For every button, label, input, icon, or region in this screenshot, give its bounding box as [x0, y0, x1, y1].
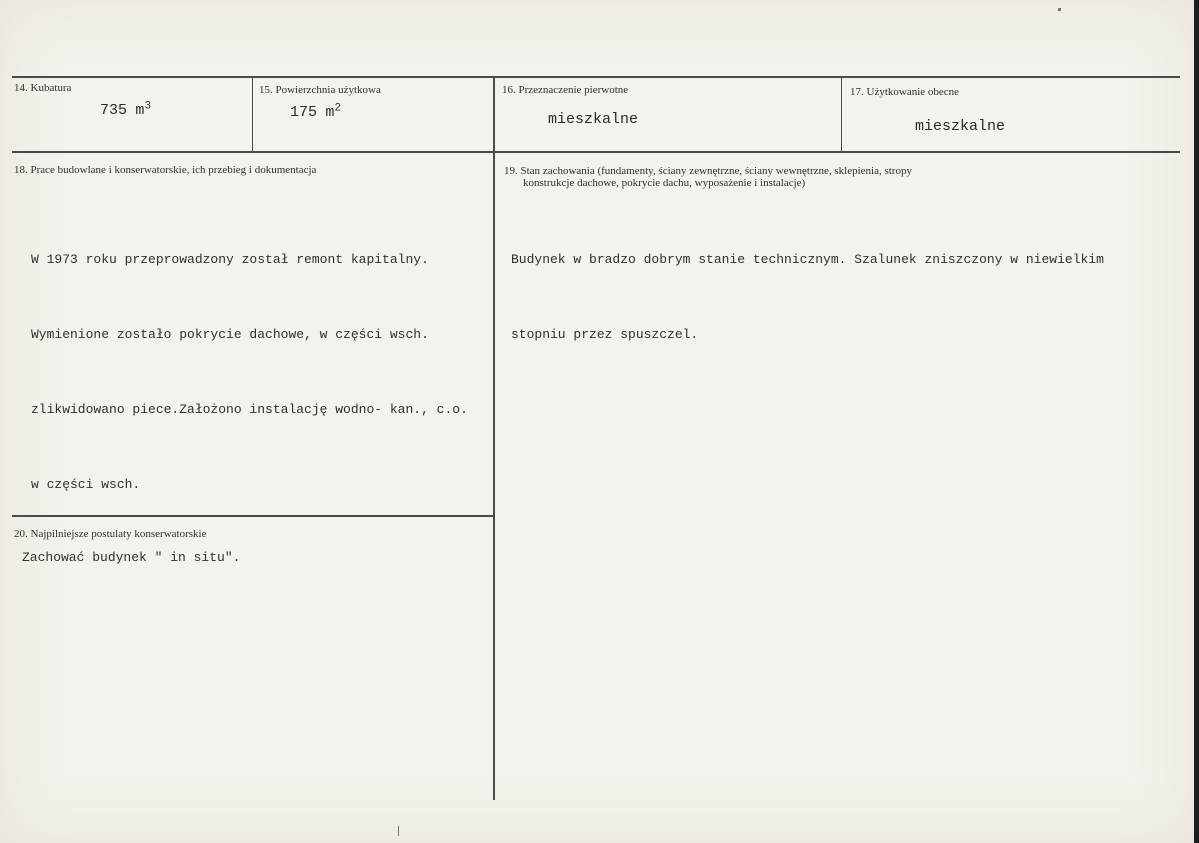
kubatura-value	[100, 102, 151, 119]
postulaty-text: Zachować budynek " in situ".	[22, 550, 241, 565]
kubatura-label: 14. Kubatura	[14, 82, 72, 94]
prace-line: W 1973 roku przeprowadzony został remont kapitalny.	[31, 252, 429, 267]
kubatura-number: 735	[100, 102, 128, 119]
uzytkowanie-label: 17. Użytkowanie obecne	[850, 86, 960, 98]
stan-text	[511, 197, 1104, 397]
scan-mark	[398, 826, 399, 836]
powierzchnia-label: 15. Powierzchnia użytkowa	[259, 84, 381, 96]
uzytkowanie-value: mieszkalne	[915, 118, 1006, 135]
powierzchnia-unit: m	[325, 104, 335, 121]
powierzchnia-number: 175	[290, 104, 318, 121]
przeznaczenie-label: 16. Przeznaczenie pierwotne	[502, 84, 629, 96]
row1-bottom-rule	[12, 151, 1180, 153]
prace-label: 18. Prace budowlane i konserwatorskie, ich przebieg i dokumentacja	[14, 164, 317, 176]
prace-line: Wymienione zostało pokrycie dachowe, w części wsch.	[31, 327, 429, 342]
stan-label-line2: konstrukcje dachowe, pokrycie dachu, wyposażenie i instalacje)	[523, 177, 806, 189]
scan-mark	[1058, 8, 1061, 11]
col-divider-2	[493, 77, 495, 800]
postulaty-label: 20. Najpilniejsze postulaty konserwatorskie	[14, 528, 207, 540]
kubatura-unit: m	[135, 102, 145, 119]
prace-line: w części wsch.	[31, 477, 141, 492]
stan-label-line1: 19. Stan zachowania (fundamenty, ściany zewnętrzne, ściany wewnętrzne, sklepienia, stropy	[504, 165, 912, 177]
przeznaczenie-value: mieszkalne	[548, 111, 639, 128]
col-divider-1	[252, 77, 253, 152]
kubatura-exponent: 3	[144, 100, 152, 113]
col-divider-3	[841, 77, 842, 152]
prace-text	[31, 197, 468, 547]
top-rule	[12, 76, 1180, 78]
stan-line: stopniu przez spuszczel.	[511, 327, 699, 342]
prace-line: zlikwidowano piece.Założono instalację wodno- kan., c.o.	[31, 402, 468, 417]
card-edge	[1194, 0, 1199, 843]
stan-line: Budynek w bradzo dobrym stanie technicznym. Szalunek zniszczony w niewielkim	[511, 252, 1104, 267]
powierzchnia-value	[290, 104, 341, 121]
powierzchnia-exponent: 2	[334, 102, 342, 115]
